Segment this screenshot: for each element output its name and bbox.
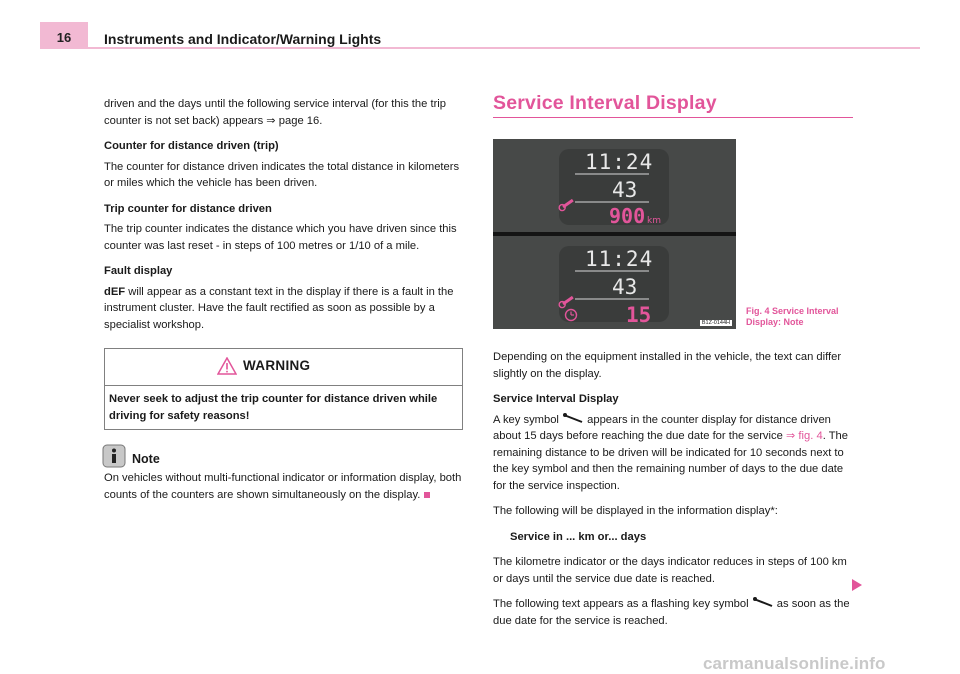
flashing-key-paragraph (493, 596, 855, 629)
header-rule (40, 47, 920, 49)
key-symbol-text-b: appears in the counter display for distance driven about 15 days before reaching the due date for the service (493, 413, 831, 442)
fault-display-body: will appear as a constant text in the display if there is a fault in the instrument cluster. Have the fault rectified as soon as possible by a specialist workshop. (104, 285, 454, 331)
flashing-key-text-a: The following text appears as a flashing key symbol (493, 598, 752, 610)
key-symbol-paragraph (493, 412, 855, 495)
warning-text: Never seek to adjust the trip counter for distance driven while driving for safety reasons! (109, 393, 438, 422)
warning-triangle-icon (217, 357, 237, 381)
lcd-panel-days (493, 236, 736, 329)
figure-caption-line1: Fig. 4 Service Interval (746, 306, 839, 316)
info-display-paragraph: The following will be displayed in the information display*: (493, 505, 778, 517)
lcd-unit: km (647, 216, 661, 226)
section-title: Service Interval Display (493, 92, 717, 114)
fig-4-link[interactable]: ⇒ fig. 4 (785, 430, 823, 442)
service-interval-heading: Service Interval Display (493, 393, 619, 405)
page-number: 16 (56, 30, 72, 45)
lcd-time-2: 11:24 (585, 247, 654, 271)
figure-caption-line2: Display: Note (746, 317, 804, 327)
trip-counter-text: The counter for distance driven indicates the total distance in kilometers or miles which the vehicle has been driven. (104, 160, 460, 189)
flashing-key-text-b: as soon as the due date for the service is reached. (493, 598, 850, 627)
section-end-icon (424, 492, 430, 498)
lcd-distance: 900 (609, 204, 646, 228)
fault-display-heading: Fault display (104, 265, 173, 277)
warning-header (105, 349, 462, 386)
right-column (493, 349, 855, 638)
note-info-icon (102, 444, 126, 474)
reduce-steps-paragraph: The kilometre indicator or the days indicator reduces in steps of 100 km or days until the service due date is reached. (493, 556, 847, 585)
note-body: On vehicles without multi-functional indicator or information display, both counts of the counters are shown simultaneously on the display. (104, 472, 462, 501)
intro-paragraph: driven and the days until the following service interval (for this the trip counter is not set back) appears ⇒ page 16. (104, 98, 447, 127)
flashing-key-icon (752, 598, 774, 610)
continue-arrow-icon (852, 578, 862, 596)
lcd-time: 11:24 (585, 150, 654, 174)
note-header (104, 446, 464, 468)
lcd-value-2: 43 (612, 275, 638, 299)
note-title: Note (132, 452, 160, 466)
figure-code: B1Z-0144H (701, 320, 730, 326)
trip-counter-heading: Counter for distance driven (trip) (104, 140, 279, 152)
section-rule (493, 117, 853, 118)
warning-box (104, 348, 463, 430)
key-symbol-icon (562, 414, 584, 426)
key-symbol-text-c: . The remaining distance to be driven will be indicated for 10 seconds next to the key symbol and then the remaining number of days to the due date for the service inspection. (493, 430, 848, 492)
warning-title: WARNING (243, 358, 311, 373)
trip-counter-driven-heading: Trip counter for distance driven (104, 202, 272, 215)
chapter-title: Instruments and Indicator/Warning Lights (104, 31, 382, 47)
lcd-panel-distance (493, 139, 736, 232)
trip-counter-driven-text: The trip counter indicates the distance which you have driven since this counter was last reset - in steps of 100 metres or 1/10 of a mile. (104, 223, 457, 252)
left-column (104, 96, 464, 512)
figure-caption (746, 306, 839, 328)
equipment-paragraph: Depending on the equipment installed in the vehicle, the text can differ slightly on the display. (493, 351, 842, 380)
service-in-text: Service in ... km or... days (510, 530, 647, 543)
note-text (104, 470, 464, 503)
fault-display-text (104, 284, 464, 334)
lcd-days: 15 (626, 303, 652, 327)
key-symbol-text-a: A key symbol (493, 413, 563, 426)
watermark: carmanualsonline.info (703, 654, 886, 673)
lcd-value: 43 (612, 178, 638, 202)
def-label: dEF (104, 285, 126, 298)
service-interval-figure (493, 139, 736, 329)
